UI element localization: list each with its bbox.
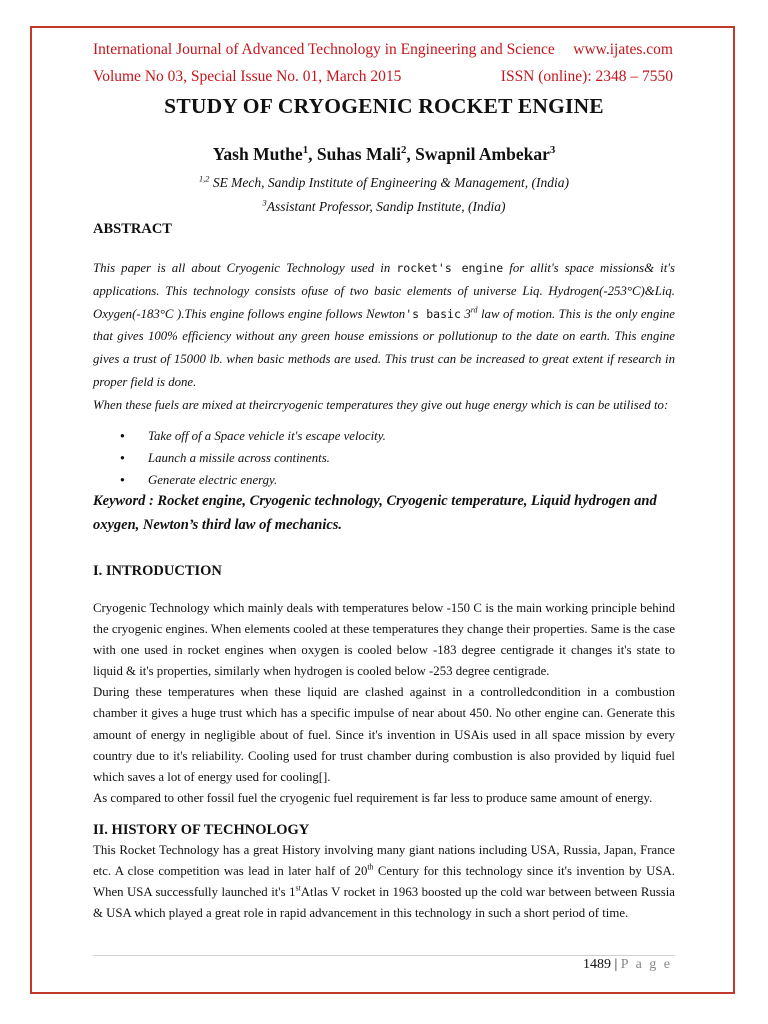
journal-header: [93, 41, 673, 59]
abstract-text: 's basic: [405, 306, 461, 321]
abstract-heading: ABSTRACT: [93, 221, 172, 237]
abstract-bullet-list: [120, 425, 386, 491]
affiliation-sup: 1,2: [198, 174, 210, 184]
body-paragraph: During these temperatures when these liquid are clashed against in a controlledcondition in a combustion chamber it gives a huge trust which has a specific impulse of near about 450. No other engine can. Generate this amount of energy in negligible about of fuel. Since it's invention in USAis used in all space mission by every country due to it's reliability. Cooling used for trust chamber during combustion is also provided by liquid fuel which saves a lot of energy used for cooling[].: [93, 685, 675, 784]
journal-name: International Journal of Advanced Technology in Engineering and Science: [93, 41, 555, 58]
abstract-sup: rd: [470, 305, 478, 315]
author-name: Yash Muthe: [212, 144, 303, 164]
author-sup: 2: [400, 144, 407, 157]
page-separator: |: [610, 957, 621, 972]
abstract-text: law of motion. This is the only engine that gives 100% efficiency without any green house emissions or pollutionup to the date on earth. This engine gives a trust of 15000 lb. when basic methods are used. This trust can be increased to great extent if research in proper field is done.: [93, 306, 675, 389]
list-item: ● Generate electric energy.: [120, 469, 386, 491]
author-name: Suhas Mali: [316, 144, 401, 164]
list-item: ● Take off of a Space vehicle it's escape velocity.: [120, 425, 386, 447]
body-paragraph: Cryogenic Technology which mainly deals with temperatures below -150 C is the main working principle behind the cryogenic engines. When elements cooled at these temperatures they change their properties. Same is the case with one used in rocket engines when oxygen is cooled below -183 degree centigrade it changes it's state to liquid & it's properties, similarly when hydrogen is cooled below -253 degree centigrade.: [93, 601, 675, 679]
body-text: Atlas V rocket in 1963 boosted up the cold war between between Russia & USA which played a great role in rapid advancement in this technology in such a short period of time.: [93, 885, 675, 921]
body-text: This Rocket Technology has a great History involving many giant nations including USA, Russia, Japan, France etc. A close competition was lead in later half of 20: [93, 843, 675, 879]
body-sup: th: [367, 862, 374, 872]
affiliation-text: SE Mech, Sandip Institute of Engineering & Management, (India): [212, 175, 569, 190]
abstract-text: rocket's engine: [396, 261, 504, 275]
author-sup: 3: [549, 144, 556, 157]
issue-header: [93, 68, 673, 86]
abstract-paragraph: [93, 257, 675, 394]
affiliation-sup: 3: [262, 198, 267, 208]
abstract-text: This paper is all about Cryogenic Technology used in: [93, 261, 397, 275]
body-sup: st: [295, 883, 301, 893]
issn-info: ISSN (online): 2348 – 7550: [500, 68, 673, 85]
author-name: Swapnil Ambekar: [415, 144, 550, 164]
abstract-paragraph: When these fuels are mixed at theircryogenic temperatures they give out huge energy which is can be utilised to:: [93, 397, 669, 412]
keywords: Keyword : Rocket engine, Cryogenic technology, Cryogenic temperature, Liquid hydrogen and oxygen, Newton’s third law of mechanics.: [93, 493, 657, 533]
affiliation: [0, 199, 768, 215]
history-heading: II. HISTORY OF TECHNOLOGY: [93, 822, 310, 838]
body-paragraph: As compared to other fossil fuel the cryogenic fuel requirement is far less to produce same amount of energy.: [93, 790, 653, 805]
volume-info: Volume No 03, Special Issue No. 01, March 2015: [93, 68, 402, 85]
paper-title: STUDY OF CRYOGENIC ROCKET ENGINE: [164, 94, 604, 118]
abstract-text: for allit's space missions& it's applications. This technology consists ofuse of two basic elements of universe Liq. Hydrogen(-253°C)&Liq. Oxygen(-183°C ).This engine follows engine follows Newton: [93, 261, 676, 321]
body-paragraph: [93, 840, 675, 924]
body-text: Century for this technology since it's invention by USA. When USA successfully launched it's 1: [93, 864, 675, 900]
footer-divider: [93, 955, 675, 956]
author-list: Yash Muthe$^1$, Suhas Mali$^2$, Swapnil Ambekar$^3$: [212, 144, 556, 164]
introduction-heading: I. INTRODUCTION: [93, 563, 222, 579]
introduction-body: [93, 598, 675, 809]
abstract-body: [93, 257, 675, 417]
affiliation-text: Assistant Professor, Sandip Institute, (India): [266, 199, 506, 214]
history-body: [93, 840, 675, 924]
page-footer: [583, 957, 672, 973]
abstract-text: 3: [460, 306, 471, 321]
page-label: P a g e: [620, 957, 672, 972]
list-item: ● Launch a missile across continents.: [120, 447, 386, 469]
author-sup: 1: [302, 144, 309, 157]
journal-website[interactable]: www.ijates.com: [573, 41, 673, 58]
affiliation: [0, 175, 768, 191]
page-number: 1489: [582, 957, 611, 972]
